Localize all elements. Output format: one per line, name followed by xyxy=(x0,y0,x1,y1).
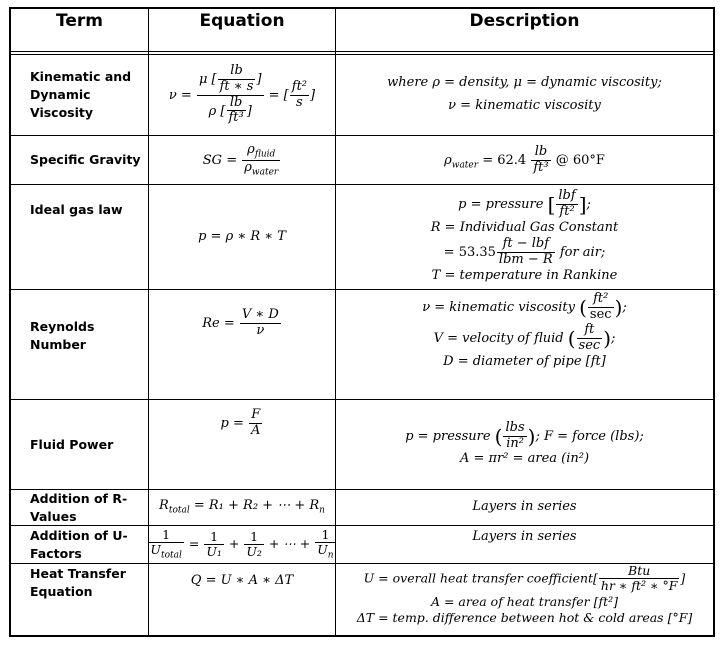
equation-u-factors xyxy=(149,526,335,563)
desc-part: U = overall heat transfer coefficient[ xyxy=(363,570,598,586)
eq-part: U xyxy=(317,542,328,558)
eq-part: n xyxy=(319,505,325,516)
eq-part: μ [ xyxy=(198,71,217,87)
term-label: Addition of U- xyxy=(30,527,128,543)
eq-lhs: ν = xyxy=(168,87,192,103)
eq-text: Q = U ∗ A ∗ ΔT xyxy=(190,573,294,588)
eq-part: water xyxy=(251,167,279,178)
term-label: Heat Transfer xyxy=(30,566,126,581)
desc-part: V = velocity of fluid xyxy=(433,330,568,346)
equations-table xyxy=(9,7,715,637)
description-ideal-gas-law: p = pressure [ $\frac{\text{lbf}}{\text{ft²}}$ ]; R = Individual Gas Constant = 53.35 $\frac{\text{ft − lbf}}{\text{lbm − R}}$ for air; T = temperature in Rankine xyxy=(430,188,619,283)
header-equation: Equation xyxy=(199,11,285,31)
eq-part: V ∗ D xyxy=(241,307,279,322)
equation-ideal-gas-law xyxy=(149,185,335,289)
term-specific-gravity xyxy=(11,136,148,184)
desc-part: hr ∗ ft² ∗ °F xyxy=(600,578,678,594)
equation-fluid-power xyxy=(149,400,335,489)
eq-part: n xyxy=(327,550,334,561)
term-viscosity xyxy=(11,55,148,135)
equation-reynolds-number xyxy=(149,290,335,399)
term-label: Equation xyxy=(30,584,93,599)
description-reynolds-number: ν = kinematic viscosity ( $\frac{\text{ft²}}{\sec}$ ); V = velocity of fluid ( $\frac{ft}{\sec}$ ); D = diameter of pipe [ft] xyxy=(422,291,627,369)
eq-part: U₂ xyxy=(246,544,262,559)
desc-line: A = area of heat transfer [ft²] xyxy=(430,593,619,609)
description-fluid-power: p = pressure ( $\frac{\text{lbs}}{\text{in²}}$ ); F = force (lbs); A = πr² = area (in²) xyxy=(405,419,644,467)
term-label: Factors xyxy=(30,545,82,561)
eq-part: = [ xyxy=(268,87,289,103)
term-fluid-power xyxy=(11,400,148,489)
eq-part: A xyxy=(251,422,261,438)
term-label: Kinematic and xyxy=(30,69,132,84)
eq-part: lb xyxy=(218,64,256,80)
eq-part: s xyxy=(296,94,303,110)
desc-part: ft³ xyxy=(533,159,549,175)
desc-part: sec xyxy=(589,306,612,322)
description-u-factors xyxy=(336,526,713,563)
eq-part: ft³ xyxy=(228,110,244,126)
desc-part: ρ xyxy=(444,152,452,168)
desc-part: ft² xyxy=(588,292,614,308)
desc-line: where ρ = density, μ = dynamic viscosity; xyxy=(387,75,662,91)
term-label: Dynamic Viscosity xyxy=(30,87,94,120)
eq-part: total xyxy=(168,505,190,516)
desc-part: ; F = force (lbs); xyxy=(535,428,644,444)
desc-part: ft xyxy=(577,323,603,339)
row-divider xyxy=(11,51,713,52)
eq-part: R xyxy=(159,497,169,513)
desc-part: water xyxy=(451,160,479,171)
term-ideal-gas-law xyxy=(11,185,148,289)
eq-part: 1 xyxy=(244,530,264,545)
eq-lhs: Re = xyxy=(202,315,235,331)
desc-line: ΔT = temp. difference between hot & cold areas [°F] xyxy=(356,610,693,625)
desc-part: ft² xyxy=(559,204,575,220)
eq-part: = xyxy=(188,536,200,551)
term-label: Specific Gravity xyxy=(30,152,141,167)
equation-r-values xyxy=(149,490,335,525)
eq-part: ρ xyxy=(247,141,255,157)
eq-part: ] xyxy=(256,71,262,87)
desc-line: D = diameter of pipe [ft] xyxy=(443,353,606,369)
desc-line: Layers in series xyxy=(472,529,577,544)
eq-part: fluid xyxy=(254,149,276,160)
desc-part: ; xyxy=(611,330,616,346)
eq-part: ρ [ xyxy=(208,103,226,119)
desc-line: Layers in series xyxy=(472,499,577,515)
desc-part: = 62.4 xyxy=(478,152,527,168)
eq-part: 1 xyxy=(148,528,183,543)
desc-part: p = pressure xyxy=(458,197,548,213)
term-label: Reynolds Number xyxy=(30,319,95,352)
term-reynolds-number xyxy=(11,290,148,399)
eq-part: ρ xyxy=(244,159,252,175)
desc-part: ; xyxy=(586,197,591,213)
equation-viscosity xyxy=(149,55,335,135)
desc-part: ft − lbf xyxy=(497,237,555,253)
description-specific-gravity xyxy=(336,136,713,184)
eq-text: p = ρ ∗ R ∗ T xyxy=(198,228,286,244)
desc-part: ν = kinematic viscosity xyxy=(422,299,580,315)
description-heat-transfer xyxy=(336,564,713,635)
desc-part: in² xyxy=(506,435,524,451)
description-r-values xyxy=(336,490,713,525)
eq-part: U xyxy=(150,542,161,558)
eq-part: 1 xyxy=(204,530,224,545)
desc-part: @ 60°F xyxy=(555,152,605,168)
desc-part: lbf xyxy=(558,188,576,204)
equation-heat-transfer xyxy=(149,564,335,635)
desc-line: T = temperature in Rankine xyxy=(431,267,618,283)
eq-part: ft² xyxy=(291,78,308,94)
eq-lhs: p = xyxy=(220,415,244,431)
desc-line: R = Individual Gas Constant xyxy=(430,220,619,236)
term-label: Ideal gas law xyxy=(30,202,123,217)
description-viscosity xyxy=(336,55,713,135)
eq-part: + ⋯ + xyxy=(268,536,311,551)
eq-part: lb xyxy=(227,96,246,112)
term-label: Fluid Power xyxy=(30,436,114,452)
eq-part: = R₁ + R₂ + ⋯ + R xyxy=(189,497,320,513)
desc-part: Btu xyxy=(599,564,680,579)
eq-part: total xyxy=(160,550,182,561)
eq-part: 1 xyxy=(315,528,335,543)
eq-part: + xyxy=(228,536,240,551)
header-term: Term xyxy=(56,11,103,31)
eq-part: F xyxy=(249,408,262,424)
desc-part: p = pressure xyxy=(405,428,495,444)
term-label: Values xyxy=(30,508,77,524)
term-u-factors xyxy=(11,526,148,563)
desc-part: ] xyxy=(680,570,686,586)
term-heat-transfer xyxy=(11,564,148,635)
desc-part: = 53.35 xyxy=(443,244,496,260)
eq-part: U₁ xyxy=(206,544,222,559)
eq-part: ft ∗ s xyxy=(219,78,254,94)
eq-part: ] xyxy=(246,103,252,119)
desc-line: A = πr² = area (in²) xyxy=(459,451,590,467)
desc-part: lb xyxy=(531,145,550,161)
desc-part: lbm − R xyxy=(498,251,553,267)
eq-part: ] xyxy=(310,87,316,103)
term-label: Addition of R- xyxy=(30,490,128,506)
header-description: Description xyxy=(469,11,580,31)
term-r-values xyxy=(11,490,148,525)
eq-lhs: SG = xyxy=(202,152,238,168)
desc-part: for air; xyxy=(555,244,606,260)
desc-part: sec xyxy=(578,337,601,353)
desc-part: lbs xyxy=(505,419,525,435)
equation-specific-gravity xyxy=(149,136,335,184)
desc-part: ; xyxy=(622,299,627,315)
eq-part: ν xyxy=(256,322,265,338)
desc-line: ν = kinematic viscosity xyxy=(448,98,601,113)
